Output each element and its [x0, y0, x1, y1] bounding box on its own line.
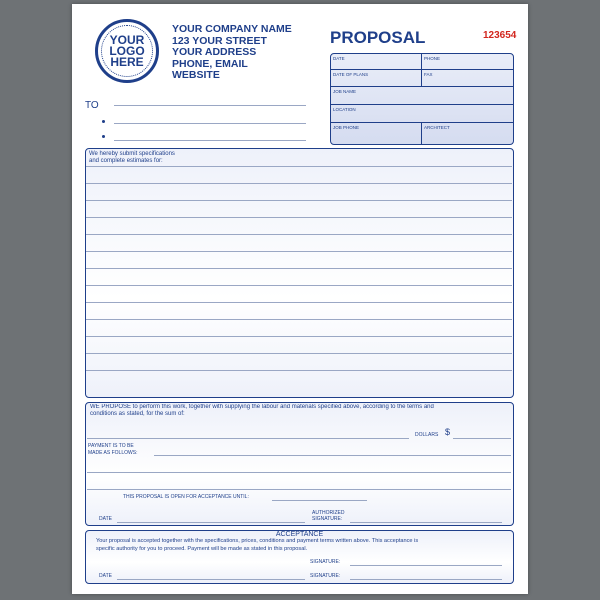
architect-label: ARCHITECT [424, 125, 450, 130]
open-until-label: THIS PROPOSAL IS OPEN FOR ACCEPTANCE UNTIL: [123, 494, 249, 500]
date-of-plans-label: DATE OF PLANS [333, 72, 369, 77]
logo-text-here: HERE [110, 54, 144, 69]
proposal-date-label: DATE [99, 516, 112, 522]
spec-line[interactable] [86, 200, 512, 201]
specifications-box[interactable] [85, 148, 514, 398]
propose-text-line-2: conditions as stated, for the sum of: [90, 411, 185, 417]
proposal-date-line[interactable] [117, 522, 305, 523]
job-phone-field[interactable] [331, 123, 422, 145]
proposal-terms-box [85, 402, 514, 526]
payment-label-line-1: PAYMENT IS TO BE [88, 443, 134, 449]
spec-line[interactable] [86, 302, 512, 303]
logo-text-your: YOUR [109, 32, 145, 47]
authorized-signature-label [312, 510, 345, 522]
payment-label-line-2: MADE AS FOLLOWS: [88, 449, 138, 456]
specs-intro [89, 151, 175, 165]
open-until-line[interactable] [272, 500, 367, 501]
to-line-1[interactable] [114, 105, 306, 106]
propose-text [90, 404, 508, 418]
dollars-label: DOLLARS [415, 432, 439, 438]
phone-label: PHONE [424, 56, 441, 61]
bullet-dot [102, 135, 105, 138]
spec-line[interactable] [86, 183, 512, 184]
to-line-2[interactable] [114, 123, 306, 124]
spec-line[interactable] [86, 336, 512, 337]
architect-field[interactable] [422, 123, 514, 145]
date-of-plans-field[interactable] [331, 70, 422, 87]
to-label: TO [85, 100, 99, 111]
propose-text-line-1: WE PROPOSE to perform this work, together with supplying the labour and materials specified above, according to the terms and [90, 404, 434, 410]
authorized-line-1: AUTHORIZED [312, 510, 345, 516]
specs-intro-line-1: We hereby submit specifications [89, 151, 175, 157]
spec-line[interactable] [86, 251, 512, 252]
fax-label: FAX [424, 72, 433, 77]
to-line-3[interactable] [114, 140, 306, 141]
spec-line[interactable] [86, 353, 512, 354]
phone-field[interactable] [422, 54, 514, 70]
spec-line[interactable] [86, 370, 512, 371]
job-info-grid [330, 53, 514, 145]
location-field[interactable] [331, 105, 514, 123]
spec-line[interactable] [86, 268, 512, 269]
spec-line[interactable] [86, 285, 512, 286]
acceptance-signature-2-label: SIGNATURE: [310, 573, 341, 579]
company-address: YOUR ADDRESS [172, 46, 257, 58]
amount-line[interactable] [453, 438, 511, 439]
company-name: YOUR COMPANY NAME [172, 23, 292, 35]
fax-field[interactable] [422, 70, 514, 87]
payment-line-1[interactable] [154, 455, 511, 456]
spec-line[interactable] [86, 217, 512, 218]
form-title: PROPOSAL [330, 28, 426, 47]
acceptance-signature-1-line[interactable] [350, 565, 502, 566]
location-label: LOCATION [333, 107, 356, 112]
form-number: 123654 [483, 30, 517, 41]
company-street: 123 YOUR STREET [172, 34, 267, 47]
logo-text-logo: LOGO [109, 43, 145, 58]
payment-line-3[interactable] [87, 489, 511, 490]
job-name-label: JOB NAME [333, 89, 357, 94]
spec-line[interactable] [86, 234, 512, 235]
job-phone-label: JOB PHONE [333, 125, 360, 130]
acceptance-date-line[interactable] [117, 579, 305, 580]
company-website: WEBSITE [172, 69, 220, 81]
company-info [172, 24, 292, 82]
payment-line-2[interactable] [87, 472, 511, 473]
authorized-line-2: SIGNATURE: [312, 516, 343, 522]
proposal-form-sheet [72, 4, 528, 594]
acceptance-signature-2-line[interactable] [350, 579, 502, 580]
bullet-dot [102, 120, 105, 123]
specs-intro-line-2: and complete estimates for: [89, 158, 163, 164]
sum-line[interactable] [87, 438, 409, 439]
authorized-signature-line[interactable] [350, 522, 502, 523]
spec-line[interactable] [86, 166, 512, 167]
acceptance-text-line-2: specific authority for you to proceed. Payment will be made as stated in this proposal. [96, 545, 308, 552]
job-name-field[interactable] [331, 87, 514, 105]
acceptance-title: ACCEPTANCE [275, 531, 324, 538]
payment-label [88, 443, 137, 456]
company-logo [95, 19, 159, 83]
acceptance-text [96, 538, 508, 553]
acceptance-date-label: DATE [99, 573, 112, 579]
acceptance-text-line-1: Your proposal is accepted together with the specifications, prices, conditions and payment terms written above. This acceptance is [96, 538, 419, 544]
date-label: DATE [333, 56, 345, 61]
dollar-sign: $ [445, 427, 451, 437]
company-contact: PHONE, EMAIL [172, 57, 248, 70]
acceptance-signature-1-label: SIGNATURE: [310, 559, 341, 565]
date-field[interactable] [331, 54, 422, 70]
spec-line[interactable] [86, 319, 512, 320]
